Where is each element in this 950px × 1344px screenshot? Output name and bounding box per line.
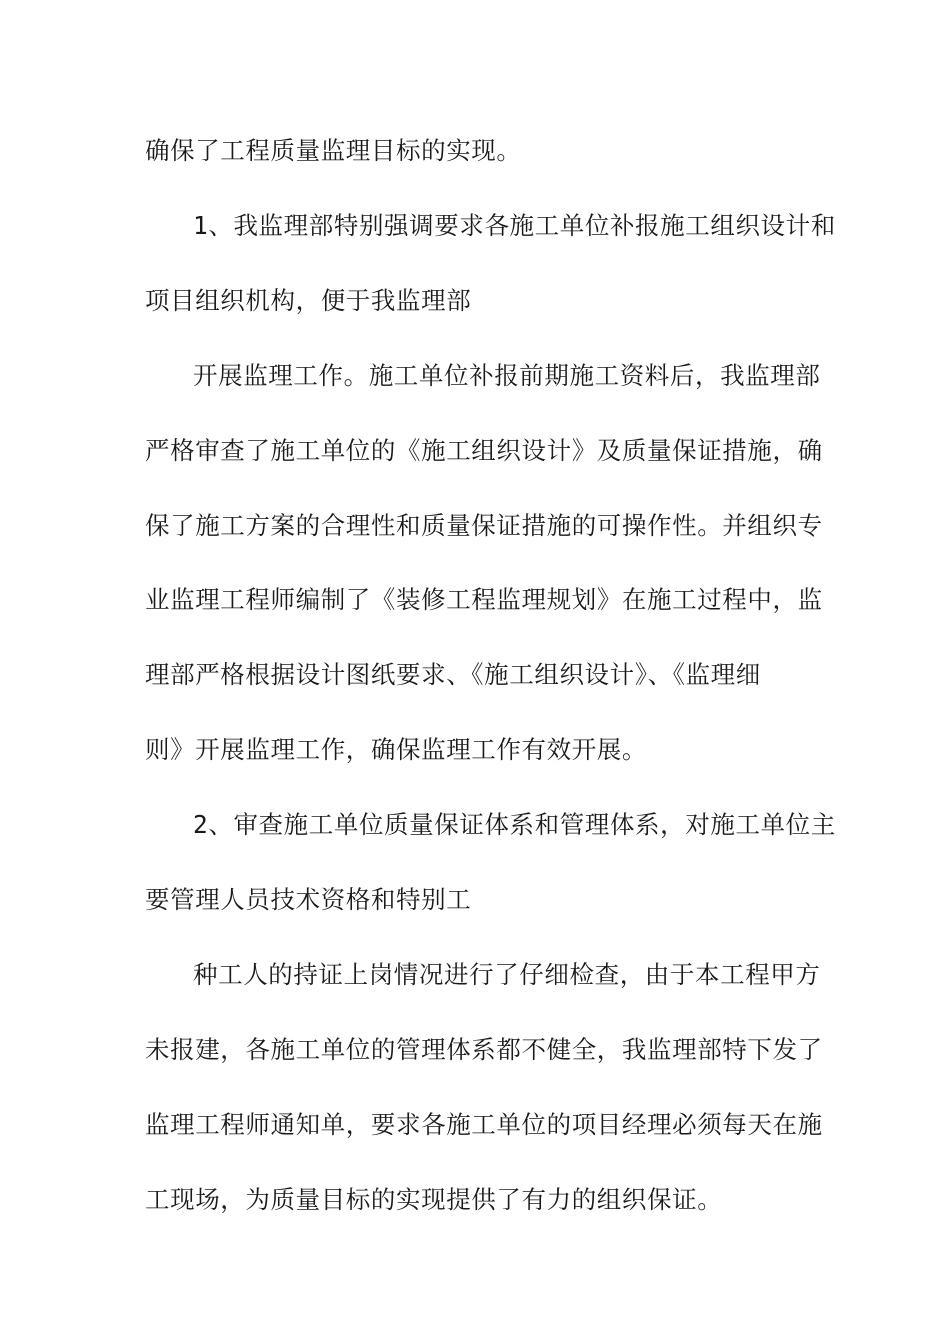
text-line: 开展监理工作。施工单位补报前期施工资料后，我监理部 <box>193 361 821 390</box>
text-line: 保了施工方案的合理性和质量保证措施的可操作性。并组织专 <box>145 511 823 540</box>
text-line: 项目组织机构，便于我监理部 <box>145 286 472 315</box>
text-line: 要管理人员技术资格和特别工 <box>145 885 472 914</box>
text-line: 理部严格根据设计图纸要求、《施工组织设计》、《监理细 <box>145 660 761 689</box>
text-line: 确保了工程质量监理目标的实现。 <box>145 136 522 165</box>
text-line: 2、审查施工单位质量保证体系和管理体系，对施工单位主 <box>193 810 836 839</box>
text-line: 则》开展监理工作，确保监理工作有效开展。 <box>145 735 647 764</box>
text-line: 工现场，为质量目标的实现提供了有力的组织保证。 <box>145 1185 723 1214</box>
text-line: 种工人的持证上岗情况进行了仔细检查，由于本工程甲方 <box>193 960 821 989</box>
text-line: 1、我监理部特别强调要求各施工单位补报施工组织设计和 <box>193 211 836 240</box>
text-line: 严格审查了施工单位的《施工组织设计》及质量保证措施，确 <box>145 436 823 465</box>
text-line: 业监理工程师编制了《装修工程监理规划》在施工过程中，监 <box>145 585 823 614</box>
text-line: 监理工程师通知单，要求各施工单位的项目经理必须每天在施 <box>145 1110 823 1139</box>
text-line: 未报建，各施工单位的管理体系都不健全，我监理部特下发了 <box>145 1035 823 1064</box>
